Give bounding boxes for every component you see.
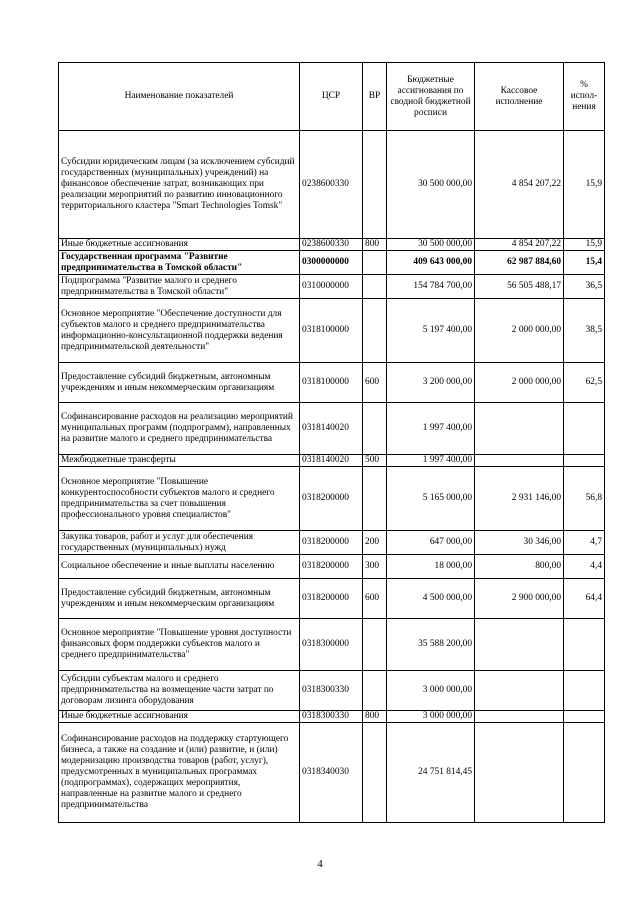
row-appropriations: 1 997 400,00 <box>387 455 475 467</box>
row-appropriations: 154 784 700,00 <box>387 275 475 299</box>
row-cash <box>475 619 564 671</box>
row-cash: 62 987 884,60 <box>475 251 564 275</box>
row-name: Закупка товаров, работ и услуг для обеспечения государственных (муниципальных) нужд <box>59 531 300 555</box>
row-vr: 200 <box>363 531 387 555</box>
row-csr: 0318300330 <box>300 671 363 711</box>
row-cash: 30 346,00 <box>475 531 564 555</box>
row-csr: 0238600330 <box>300 131 363 239</box>
row-csr: 0318200000 <box>300 579 363 619</box>
row-percent <box>564 711 605 723</box>
row-cash: 4 854 207,22 <box>475 239 564 251</box>
table-row <box>59 531 605 555</box>
row-name: Иные бюджетные ассигнования <box>59 239 300 251</box>
row-name: Иные бюджетные ассигнования <box>59 711 300 723</box>
row-percent: 15,9 <box>564 239 605 251</box>
row-percent: 15,9 <box>564 131 605 239</box>
row-name: Субсидии юридическим лицам (за исключением субсидий государственных (муниципальных) учреждений) на финансовое обеспечение затрат, возникающих при реализации мероприятий по развитию инновационного территориального кластера "Smart Technologies Tomsk" <box>59 131 300 239</box>
row-cash: 2 000 000,00 <box>475 363 564 403</box>
table-row <box>59 363 605 403</box>
row-percent <box>564 455 605 467</box>
table-row <box>59 579 605 619</box>
row-appropriations: 3 200 000,00 <box>387 363 475 403</box>
table-row <box>59 239 605 251</box>
row-vr <box>363 299 387 363</box>
row-appropriations: 3 000 000,00 <box>387 671 475 711</box>
table-row <box>59 671 605 711</box>
row-appropriations: 30 500 000,00 <box>387 239 475 251</box>
row-csr: 0318200000 <box>300 531 363 555</box>
header-csr: ЦСР <box>300 63 363 131</box>
row-appropriations: 5 197 400,00 <box>387 299 475 363</box>
row-vr: 800 <box>363 239 387 251</box>
row-percent <box>564 723 605 823</box>
row-appropriations: 24 751 814,45 <box>387 723 475 823</box>
row-percent: 4,4 <box>564 555 605 579</box>
budget-execution-table <box>58 62 605 823</box>
row-vr <box>363 467 387 531</box>
row-name: Предоставление субсидий бюджетным, автономным учреждениям и иным некоммерческим организациям <box>59 579 300 619</box>
row-appropriations: 647 000,00 <box>387 531 475 555</box>
row-csr: 0318200000 <box>300 555 363 579</box>
row-percent: 36,5 <box>564 275 605 299</box>
table-row <box>59 711 605 723</box>
table-row <box>59 131 605 239</box>
row-percent: 38,5 <box>564 299 605 363</box>
table-row <box>59 299 605 363</box>
row-name: Софинансирование расходов на реализацию мероприятий муниципальных программ (подпрограмм), направленных на развитие малого и среднего предпринимательства <box>59 403 300 455</box>
row-name: Основное мероприятие "Повышение уровня доступности финансовых форм поддержки субъектов малого и среднего предпринимательства" <box>59 619 300 671</box>
row-appropriations: 409 643 000,00 <box>387 251 475 275</box>
row-cash: 2 931 146,00 <box>475 467 564 531</box>
row-csr: 0318140020 <box>300 455 363 467</box>
row-csr: 0300000000 <box>300 251 363 275</box>
row-csr: 0318100000 <box>300 299 363 363</box>
table-row <box>59 723 605 823</box>
row-cash: 2 000 000,00 <box>475 299 564 363</box>
row-vr <box>363 671 387 711</box>
row-vr <box>363 275 387 299</box>
row-appropriations: 35 588 200,00 <box>387 619 475 671</box>
row-vr: 600 <box>363 363 387 403</box>
row-appropriations: 5 165 000,00 <box>387 467 475 531</box>
table-row <box>59 455 605 467</box>
row-name: Межбюджетные трансферты <box>59 455 300 467</box>
page-number: 4 <box>317 858 323 870</box>
table-body <box>59 131 605 823</box>
row-csr: 0318300000 <box>300 619 363 671</box>
row-cash: 2 900 000,00 <box>475 579 564 619</box>
row-appropriations: 1 997 400,00 <box>387 403 475 455</box>
row-vr: 600 <box>363 579 387 619</box>
row-name: Предоставление субсидий бюджетным, автономным учреждениям и иным некоммерческим организациям <box>59 363 300 403</box>
row-cash <box>475 455 564 467</box>
table-row <box>59 467 605 531</box>
row-vr <box>363 619 387 671</box>
row-percent: 64,4 <box>564 579 605 619</box>
row-name: Софинансирование расходов на поддержку стартующего бизнеса, а также на создание и (или) развитие, и (или) модернизацию производства товаров (работ, услуг), предусмотренных в муниципальных программах (подпрограммах), содержащих мероприятия, направленные на развитие малого и среднего предпринимательства <box>59 723 300 823</box>
row-percent: 4,7 <box>564 531 605 555</box>
row-name: Государственная программа "Развитие предпринимательства в Томской области" <box>59 251 300 275</box>
header-cash: Кассовое исполнение <box>475 63 564 131</box>
header-vr: ВР <box>363 63 387 131</box>
row-csr: 0318100000 <box>300 363 363 403</box>
row-cash <box>475 711 564 723</box>
row-cash: 4 854 207,22 <box>475 131 564 239</box>
row-appropriations: 18 000,00 <box>387 555 475 579</box>
row-vr <box>363 251 387 275</box>
row-percent: 62,5 <box>564 363 605 403</box>
row-csr: 0318340030 <box>300 723 363 823</box>
row-percent: 56,8 <box>564 467 605 531</box>
row-percent <box>564 671 605 711</box>
row-cash <box>475 723 564 823</box>
row-name: Подпрограмма "Развитие малого и среднего предпринимательства в Томской области" <box>59 275 300 299</box>
row-vr: 300 <box>363 555 387 579</box>
row-name: Социальное обеспечение и иные выплаты населению <box>59 555 300 579</box>
row-percent: 15,4 <box>564 251 605 275</box>
row-name: Основное мероприятие "Обеспечение доступности для субъектов малого и среднего предпринимательства информационно-консультационной поддержки ведения предпринимательской деятельности" <box>59 299 300 363</box>
row-name: Субсидии субъектам малого и среднего предпринимательства на возмещение части затрат по договорам лизинга оборудования <box>59 671 300 711</box>
table-row <box>59 555 605 579</box>
row-vr <box>363 131 387 239</box>
table-row <box>59 403 605 455</box>
row-csr: 0318300330 <box>300 711 363 723</box>
row-vr <box>363 403 387 455</box>
header-appropriations: Бюджетные ассигнования по сводной бюджетной росписи <box>387 63 475 131</box>
table-row <box>59 275 605 299</box>
header-percent: % испол-нения <box>564 63 605 131</box>
row-vr <box>363 723 387 823</box>
row-cash <box>475 403 564 455</box>
row-csr: 0318200000 <box>300 467 363 531</box>
table-row <box>59 251 605 275</box>
row-csr: 0310000000 <box>300 275 363 299</box>
row-percent <box>564 403 605 455</box>
row-percent <box>564 619 605 671</box>
row-name: Основное мероприятие "Повышение конкурентоспособности субъектов малого и среднего предпринимательства за счет повышения профессионального уровня специалистов" <box>59 467 300 531</box>
row-cash: 800,00 <box>475 555 564 579</box>
row-appropriations: 4 500 000,00 <box>387 579 475 619</box>
row-vr: 500 <box>363 455 387 467</box>
row-cash <box>475 671 564 711</box>
row-csr: 0318140020 <box>300 403 363 455</box>
header-name: Наименование показателей <box>59 63 300 131</box>
table-row <box>59 619 605 671</box>
row-cash: 56 505 488,17 <box>475 275 564 299</box>
row-csr: 0238600330 <box>300 239 363 251</box>
row-appropriations: 30 500 000,00 <box>387 131 475 239</box>
row-vr: 800 <box>363 711 387 723</box>
header-row <box>59 63 605 131</box>
row-appropriations: 3 000 000,00 <box>387 711 475 723</box>
